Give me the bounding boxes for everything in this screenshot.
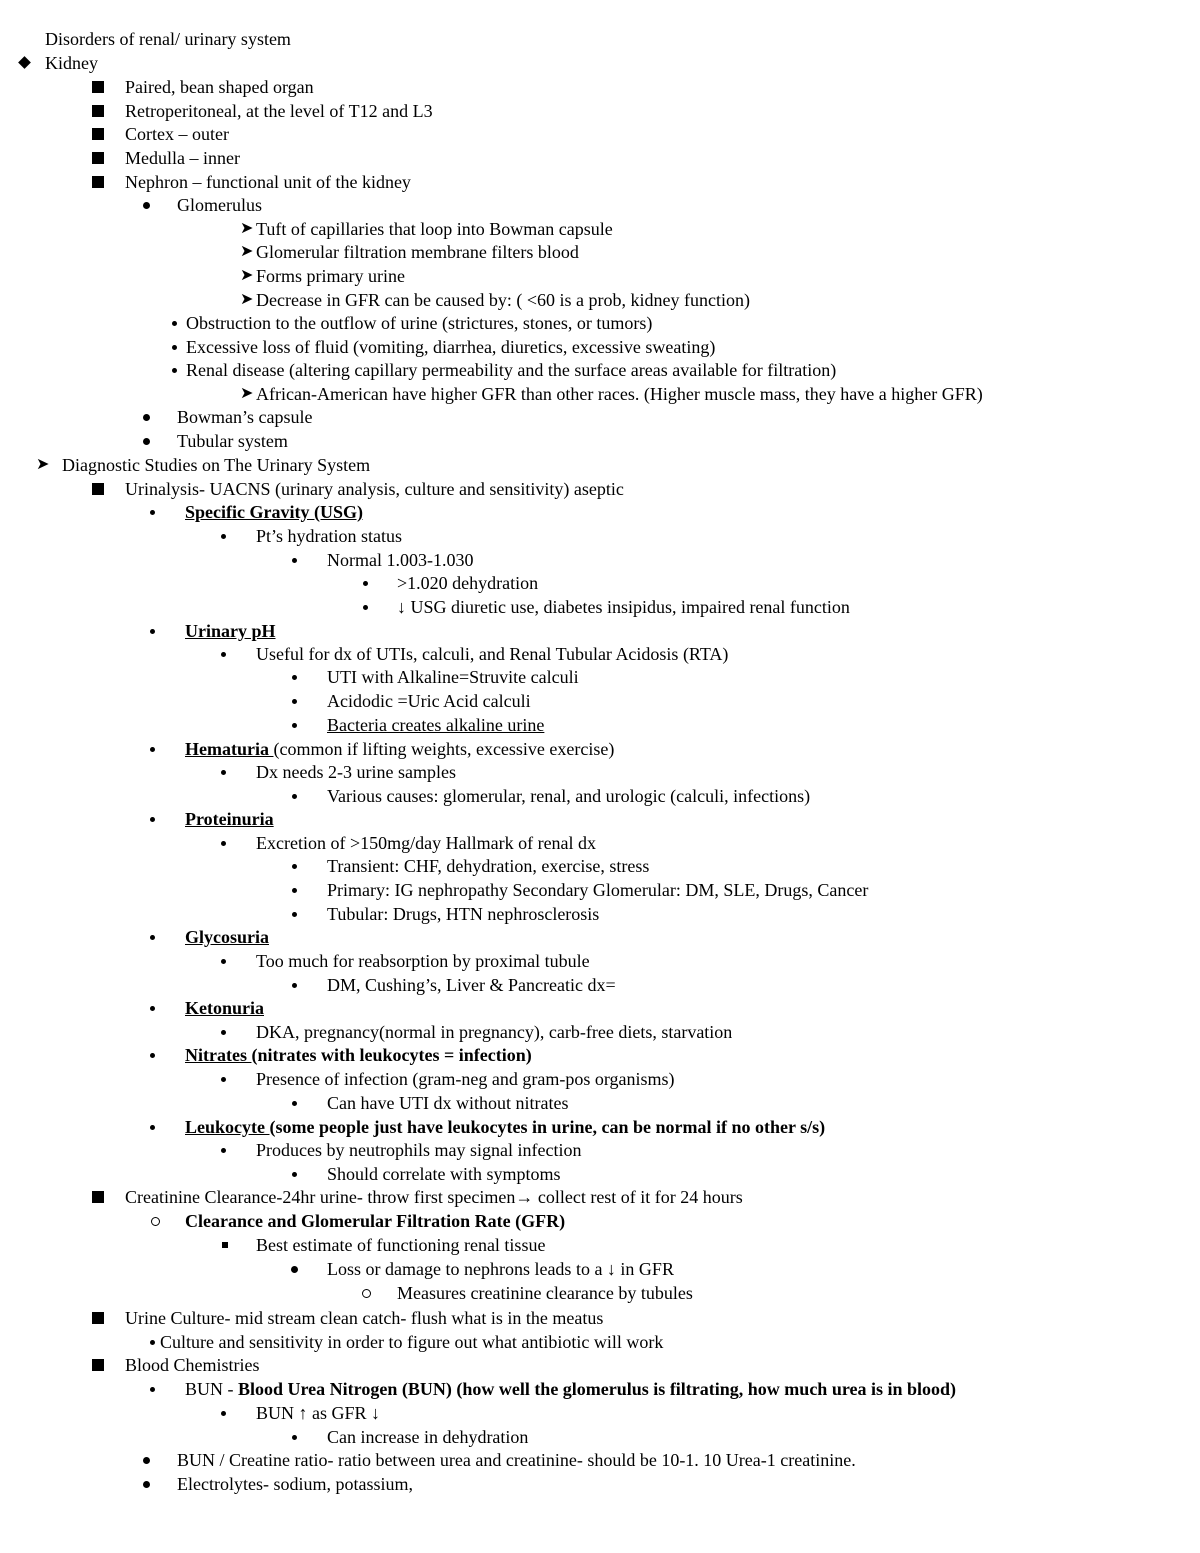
small-bullet-icon: [172, 345, 177, 350]
arrowhead-bullet-icon: ➤: [240, 291, 254, 308]
list-item-text: Excretion of >150mg/day Hallmark of renal dx: [256, 833, 597, 853]
small-bullet-icon: [150, 747, 155, 752]
small-bullet-icon: [292, 912, 297, 917]
small-bullet-icon: [221, 770, 226, 775]
section-title: Ketonuria: [185, 998, 264, 1018]
small-bullet-icon: [292, 864, 297, 869]
small-bullet-icon: [292, 558, 297, 563]
square-bullet-icon: [92, 128, 104, 140]
round-bullet-icon: [291, 1266, 298, 1273]
list-item-text: Forms primary urine: [256, 266, 405, 286]
small-bullet-icon: [221, 652, 226, 657]
list-item-text: Decrease in GFR can be caused by: ( <60 is a prob, kidney function): [256, 290, 751, 310]
section-title-rest: (common if lifting weights, excessive exercise): [273, 739, 615, 759]
section-title: Glycosuria: [185, 927, 269, 947]
small-bullet-icon: [292, 1435, 297, 1440]
round-bullet-icon: [143, 202, 150, 209]
list-item-text: Acidodic =Uric Acid calculi: [327, 691, 531, 711]
list-item-text: Can have UTI dx without nitrates: [327, 1093, 569, 1113]
list-item-text: Blood Chemistries: [125, 1355, 260, 1375]
section-title-rest: (some people just have leukocytes in urine, can be normal if no other s/s): [269, 1117, 826, 1137]
section-title-rest: (nitrates with leukocytes = infection): [251, 1045, 532, 1065]
list-item-text: Can increase in dehydration: [327, 1427, 529, 1447]
list-item-text: Tubular: Drugs, HTN nephrosclerosis: [327, 904, 600, 924]
small-bullet-icon: [150, 629, 155, 634]
list-item-text: ↓ USG diuretic use, diabetes insipidus, impaired renal function: [397, 597, 850, 617]
round-bullet-icon: [143, 1457, 150, 1464]
list-item-text: African-American have higher GFR than other races. (Higher muscle mass, they have a higher GFR): [256, 384, 983, 404]
section-title-bold: Hematuria: [185, 739, 274, 759]
small-bullet-icon: [292, 1172, 297, 1177]
list-item-text: Renal disease (altering capillary permeability and the surface areas available for filtration): [186, 360, 837, 380]
small-bullet-icon: [363, 605, 368, 610]
square-bullet-icon: [92, 81, 104, 93]
arrowhead-bullet-icon: ➤: [36, 456, 50, 473]
small-bullet-icon: [150, 1340, 155, 1345]
small-bullet-icon: [221, 1411, 226, 1416]
small-bullet-icon: [292, 675, 297, 680]
small-bullet-icon: [363, 581, 368, 586]
bun-prefix: BUN -: [185, 1379, 238, 1399]
small-bullet-icon: [150, 510, 155, 515]
list-item-text: UTI with Alkaline=Struvite calculi: [327, 667, 579, 687]
diagnostics-heading: Diagnostic Studies on The Urinary System: [62, 455, 371, 475]
square-bullet-icon: [92, 483, 104, 495]
small-bullet-icon: [292, 983, 297, 988]
bun-bold: Blood Urea Nitrogen (BUN) (how well the glomerulus is filtrating, how much urea is in blood): [238, 1379, 957, 1399]
list-item-text: Obstruction to the outflow of urine (strictures, stones, or tumors): [186, 313, 653, 333]
arrowhead-bullet-icon: ➤: [240, 385, 254, 402]
small-bullet-icon: [292, 794, 297, 799]
list-item-text: Tuft of capillaries that loop into Bowman capsule: [256, 219, 613, 239]
list-item-text: Too much for reabsorption by proximal tubule: [256, 951, 590, 971]
section-title: [185, 738, 614, 760]
list-item-text: Culture and sensitivity in order to figure out what antibiotic will work: [160, 1332, 664, 1352]
list-item-text: Nephron – functional unit of the kidney: [125, 172, 411, 192]
list-item-text: Various causes: glomerular, renal, and urologic (calculi, infections): [327, 786, 811, 806]
section-title: Specific Gravity (USG): [185, 502, 363, 522]
small-bullet-icon: [150, 1006, 155, 1011]
small-bullet-icon: [150, 1125, 155, 1130]
round-bullet-icon: [143, 1481, 150, 1488]
small-bullet-icon: [221, 959, 226, 964]
section-title: Urinary pH: [185, 621, 276, 641]
square-bullet-icon: [92, 1191, 104, 1203]
square-bullet-icon: [92, 1312, 104, 1324]
list-item-text: Should correlate with symptoms: [327, 1164, 561, 1184]
circle-bullet-icon: [151, 1217, 160, 1226]
list-item-text: Urinalysis- UACNS (urinary analysis, culture and sensitivity) aseptic: [125, 479, 624, 499]
list-item-text: Loss or damage to nephrons leads to a ↓ in GFR: [327, 1259, 674, 1279]
small-bullet-icon: [150, 1387, 155, 1392]
round-bullet-icon: [143, 438, 150, 445]
small-bullet-icon: [221, 841, 226, 846]
small-bullet-icon: [150, 1053, 155, 1058]
section-title: [185, 1044, 532, 1066]
small-square-bullet-icon: [222, 1242, 228, 1248]
circle-bullet-icon: [362, 1289, 371, 1298]
list-item-text: Normal 1.003-1.030: [327, 550, 474, 570]
list-item-text: DKA, pregnancy(normal in pregnancy), carb-free diets, starvation: [256, 1022, 733, 1042]
doc-title: Disorders of renal/ urinary system: [45, 29, 291, 49]
list-item-text: Transient: CHF, dehydration, exercise, stress: [327, 856, 650, 876]
list-item-text: BUN / Creatine ratio- ratio between urea and creatinine- should be 10-1. 10 Urea-1 creatinine.: [177, 1450, 856, 1470]
arrowhead-bullet-icon: ➤: [240, 267, 254, 284]
list-item-text: Bacteria creates alkaline urine: [327, 715, 545, 735]
list-item-text: Presence of infection (gram-neg and gram-pos organisms): [256, 1069, 675, 1089]
small-bullet-icon: [221, 534, 226, 539]
list-item-text: [185, 1378, 956, 1400]
section-title: [185, 1116, 825, 1138]
list-item-text: Retroperitoneal, at the level of T12 and L3: [125, 101, 433, 121]
section-title-bold: Nitrates: [185, 1045, 252, 1065]
small-bullet-icon: [172, 321, 177, 326]
list-item-text: Urine Culture- mid stream clean catch- flush what is in the meatus: [125, 1308, 604, 1328]
square-bullet-icon: [92, 1359, 104, 1371]
list-item-text: Paired, bean shaped organ: [125, 77, 314, 97]
square-bullet-icon: [92, 105, 104, 117]
list-item-text: Medulla – inner: [125, 148, 240, 168]
list-item-text: DM, Cushing’s, Liver & Pancreatic dx=: [327, 975, 616, 995]
list-item-text: Dx needs 2-3 urine samples: [256, 762, 456, 782]
list-item-text: Bowman’s capsule: [177, 407, 313, 427]
small-bullet-icon: [150, 935, 155, 940]
small-bullet-icon: [172, 368, 177, 373]
list-item-text: Excessive loss of fluid (vomiting, diarrhea, diuretics, excessive sweating): [186, 337, 716, 357]
small-bullet-icon: [221, 1077, 226, 1082]
list-item-text: Pt’s hydration status: [256, 526, 403, 546]
round-bullet-icon: [143, 414, 150, 421]
small-bullet-icon: [221, 1030, 226, 1035]
section-title: Clearance and Glomerular Filtration Rate (GFR): [185, 1211, 566, 1231]
section-title-bold: Leukocyte: [185, 1117, 270, 1137]
list-item-text: Best estimate of functioning renal tissue: [256, 1235, 546, 1255]
arrowhead-bullet-icon: ➤: [240, 220, 254, 237]
diamond-bullet-icon: [18, 56, 31, 69]
square-bullet-icon: [92, 176, 104, 188]
arrowhead-bullet-icon: ➤: [240, 243, 254, 260]
list-item-text: Measures creatinine clearance by tubules: [397, 1283, 693, 1303]
list-item-text: Creatinine Clearance-24hr urine- throw first specimen→ collect rest of it for 24 hours: [125, 1187, 743, 1207]
list-item-text: Primary: IG nephropathy Secondary Glomerular: DM, SLE, Drugs, Cancer: [327, 880, 869, 900]
list-item-text: Cortex – outer: [125, 124, 229, 144]
small-bullet-icon: [292, 888, 297, 893]
small-bullet-icon: [292, 699, 297, 704]
list-item-text: Tubular system: [177, 431, 288, 451]
small-bullet-icon: [292, 1101, 297, 1106]
list-item-text: Useful for dx of UTIs, calculi, and Renal Tubular Acidosis (RTA): [256, 644, 729, 664]
small-bullet-icon: [292, 723, 297, 728]
square-bullet-icon: [92, 152, 104, 164]
small-bullet-icon: [221, 1148, 226, 1153]
list-item-text: Glomerulus: [177, 195, 262, 215]
kidney-heading: Kidney: [45, 53, 98, 73]
list-item-text: BUN ↑ as GFR ↓: [256, 1403, 381, 1423]
section-title: Proteinuria: [185, 809, 274, 829]
small-bullet-icon: [150, 817, 155, 822]
list-item-text: Glomerular filtration membrane filters blood: [256, 242, 579, 262]
list-item-text: >1.020 dehydration: [397, 573, 539, 593]
list-item-text: Electrolytes- sodium, potassium,: [177, 1474, 413, 1494]
list-item-text: Produces by neutrophils may signal infection: [256, 1140, 582, 1160]
